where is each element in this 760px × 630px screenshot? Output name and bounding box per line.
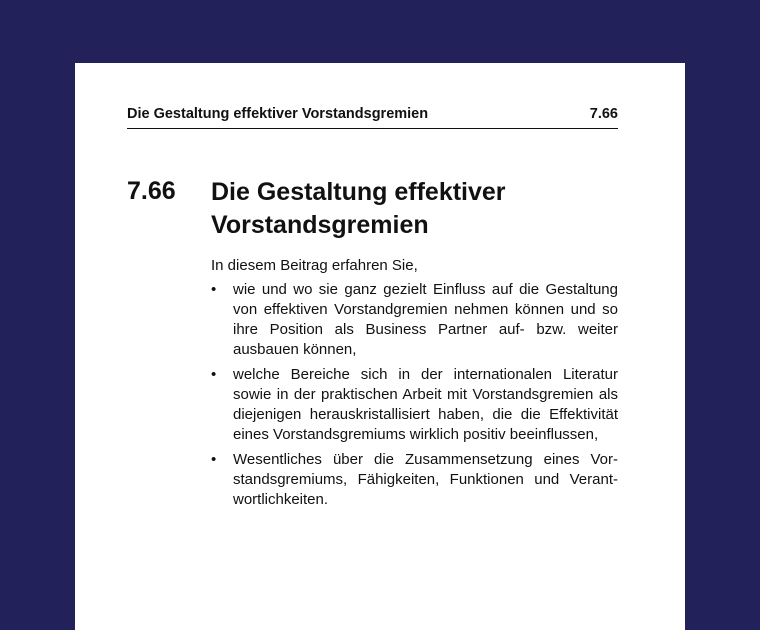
chapter-content [211, 256, 618, 515]
list-item [211, 450, 618, 510]
document-page [75, 63, 685, 630]
running-header-title: Die Gestaltung effektiver Vorstandsgremien [127, 106, 429, 122]
bullet-list [211, 280, 618, 510]
bullet-icon: • [211, 281, 217, 298]
list-item-text: Wesentliches über die Zusammensetzung eines Vorstandsgremiums, Fähigkeiten, Funktionen und Verantwortlichkeiten. [233, 451, 618, 508]
list-item [211, 365, 618, 445]
running-header [127, 106, 618, 129]
bullet-icon: • [211, 366, 217, 383]
bullet-icon: • [211, 451, 217, 468]
chapter-title-line-1: Die Gestaltung effektiver [211, 178, 506, 206]
running-header-number: 7.66 [589, 106, 618, 122]
list-item [211, 280, 618, 360]
chapter-number: 7.66 [127, 177, 176, 205]
chapter-title [211, 176, 631, 242]
list-item-text: wie und wo sie ganz gezielt Einfluss auf die Gestaltung von effektiven Vorstandgremien nehmen können und so ihre Position als Business Partner auf- bzw. weiter ausbauen können, [233, 281, 618, 358]
chapter-title-line-2: Vorstandsgremien [211, 211, 429, 239]
intro-text: In diesem Beitrag erfahren Sie, [211, 257, 418, 274]
list-item-text: welche Bereiche sich in der internationalen Literatur sowie in der praktischen Arbeit mit Vorstandsgremien als diejenigen herauskristallisiert haben, die die Effektivität eines Vorstandsgremiums wirklich positiv beeinflussen, [233, 366, 618, 443]
